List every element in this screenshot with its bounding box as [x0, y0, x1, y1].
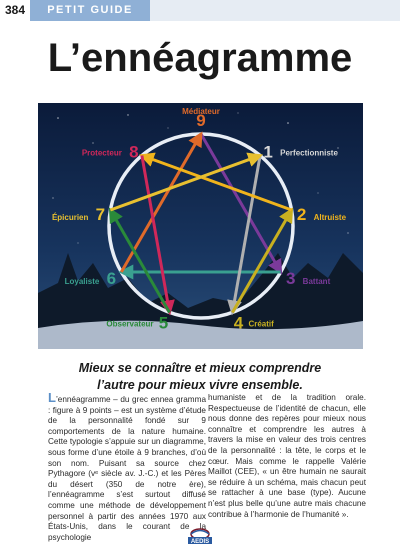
header-bar: [0, 0, 400, 21]
enneagram-number-6: 6: [106, 269, 117, 288]
enneagram-number-1: 1: [263, 142, 273, 162]
series-label: PETIT GUIDE: [30, 0, 150, 21]
enneagram-number-5: 5: [158, 313, 169, 333]
enneagram-label-6: Loyaliste: [64, 277, 100, 286]
svg-text:AEDIS: AEDIS: [190, 539, 210, 545]
enneagram-label-9: Médiateur: [182, 107, 220, 116]
enneagram-number-3: 3: [285, 269, 296, 288]
enneagram-label-4: Créatif: [248, 319, 274, 329]
page-number: 384: [0, 0, 30, 21]
page-title: L’ennéagramme: [47, 36, 353, 80]
subtitle: [40, 360, 360, 394]
enneagram-label-1: Perfectionniste: [280, 148, 338, 158]
enneagram-label-8: Protecteur: [81, 148, 122, 158]
subtitle-line-1: Mieux se connaître et mieux comprendre: [78, 361, 322, 375]
enneagram-illustration: [38, 103, 363, 349]
enneagram-number-9: 9: [196, 111, 206, 130]
subtitle-line-2: l’autre pour mieux vivre ensemble.: [97, 378, 303, 392]
enneagram-diagram: [38, 103, 363, 349]
enneagram-label-2: Altruiste: [313, 213, 347, 223]
enneagram-number-7: 7: [95, 205, 106, 225]
enneagram-number-2: 2: [296, 205, 307, 225]
enneagram-label-5: Observateur: [106, 319, 154, 329]
drop-cap: L: [48, 390, 56, 405]
body-column-left: [48, 390, 206, 543]
body-left-text: ’ennéagramme – du grec ennea gramma : figure à 9 points – est un système d’étude de la personnalité fondé sur 9 comportements de la nature humaine. Cette typologie s’appuie sur un diagramme, sous forme d’une étoile à 9 branches, d’où son nom. Puisant sa source chez Pythagore (vᵉ siècle av. J.-C.) et les Pères du désert (350 de notre ère), l’ennéagramme s’est surtout diffusé comme une méthode de développement personnel à partir des années 1970 aux États-Unis, dans le courant de la psychologie: [48, 395, 206, 542]
enneagram-label-7: Épicurien: [51, 213, 89, 223]
body-column-right: humaniste et de la tradition orale. Respectueuse de l’identité de chacun, elle nous donne des repères pour mieux nous connaître et comprendre les autres à travers la mise en valeur des trois centres de la personnalité : la tête, le corps et le cœur. Mais comme le rappelle Valérie Maillot (CEE), « un être humain ne saurait se réduire à un schéma, mais chacun peut se rattacher à une base (type). Aucune n’est plus belle qu’une autre mais chacune contribue à l’harmonie de l’humanité ».: [208, 393, 366, 519]
enneagram-number-8: 8: [129, 142, 139, 162]
enneagram-label-3: Battant: [302, 277, 331, 286]
enneagram-number-4: 4: [233, 313, 244, 333]
publisher-logo: [180, 527, 220, 545]
